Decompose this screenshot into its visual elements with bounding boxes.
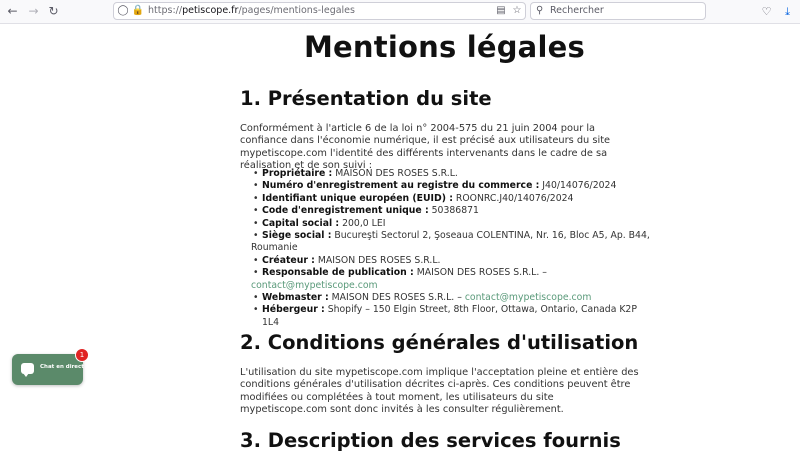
presentation-intro: Conformément à l'article 6 de la loi n° 2004-575 du 21 juin 2004 pour la confiance dans l'économie numérique, il est précisé aux utilisateurs du site mypetiscope.com l'identité des différents intervenants dans le cadre de sa réalisation et de son suivi : <box>240 123 611 172</box>
url-text[interactable] <box>148 3 355 19</box>
list-item: • Hébergeur : Shopify – 150 Elgin Street, 8th Floor, Ottawa, Ontario, Canada K2P 1L4 <box>253 304 637 328</box>
section-heading-cgu: 2. Conditions générales d'utilisation <box>240 331 639 354</box>
list-item: • Siège social : Bucureşti Sectorul 2, Şoseaua COLENTINA, Nr. 16, Bloc A5, Ap. B44, <box>253 230 650 242</box>
list-item: • Capital social : 200,0 LEI <box>253 217 386 229</box>
browser-toolbar <box>0 0 800 24</box>
section-heading-services: 3. Description des services fournis <box>240 429 621 452</box>
shield-icon[interactable]: ◯ <box>117 5 129 16</box>
notification-badge: 1 <box>75 348 89 362</box>
lock-icon[interactable]: 🔒 <box>131 5 145 16</box>
forward-icon[interactable]: → <box>28 4 39 18</box>
chat-bubble-icon <box>21 363 34 374</box>
download-icon[interactable]: ⤓ <box>785 5 790 18</box>
page-title: Mentions légales <box>304 30 585 64</box>
webmaster-email-link[interactable]: contact@mypetiscope.com <box>464 292 592 304</box>
address-bar[interactable] <box>113 2 526 20</box>
list-item: • Responsable de publication : MAISON DES ROSES S.R.L. – <box>253 267 547 279</box>
chat-label: Chat en direct <box>40 364 84 370</box>
search-placeholder: Rechercher <box>550 5 604 16</box>
list-item: • Webmaster : MAISON DES ROSES S.R.L. – contact@mypetiscope.com <box>253 292 592 304</box>
reload-icon[interactable]: ↻ <box>48 4 59 18</box>
list-item: • Identifiant unique européen (EUID) : ROONRC.J40/14076/2024 <box>253 192 574 204</box>
pocket-icon[interactable]: ♡ <box>761 5 772 18</box>
cgu-body: L'utilisation du site mypetiscope.com implique l'acceptation pleine et entière des conditions générales d'utilisation décrites ci-après. Ces conditions peuvent être modifiées ou complétées à tout moment, les utilisateurs du site mypetiscope.com sont donc invités à les consulter régulièrement. <box>240 367 639 416</box>
url-host: petiscope.fr <box>182 5 239 16</box>
reader-view-icon[interactable]: ▤ <box>496 5 506 16</box>
list-item-continuation: Roumanie <box>251 242 298 254</box>
list-item: • Code d'enregistrement unique : 50386871 <box>253 205 479 217</box>
back-icon[interactable]: ← <box>7 4 18 18</box>
search-icon: ⚲ <box>536 5 544 16</box>
list-item-continuation <box>240 280 650 292</box>
bookmark-star-icon[interactable]: ☆ <box>512 5 522 16</box>
url-path: /pages/mentions-legales <box>238 5 355 16</box>
list-item: • Propriétaire : MAISON DES ROSES S.R.L. <box>253 168 458 179</box>
chat-widget-button[interactable] <box>12 351 85 385</box>
search-bar[interactable] <box>530 2 706 20</box>
list-item: • Numéro d'enregistrement au registre du commerce : J40/14076/2024 <box>253 180 617 192</box>
contact-email-link[interactable]: contact@mypetiscope.com <box>251 279 378 291</box>
list-item: • Créateur : MAISON DES ROSES S.R.L. <box>253 254 441 266</box>
url-prefix: https:// <box>148 5 183 16</box>
site-info-list <box>240 168 650 329</box>
section-heading-presentation: 1. Présentation du site <box>240 87 492 110</box>
